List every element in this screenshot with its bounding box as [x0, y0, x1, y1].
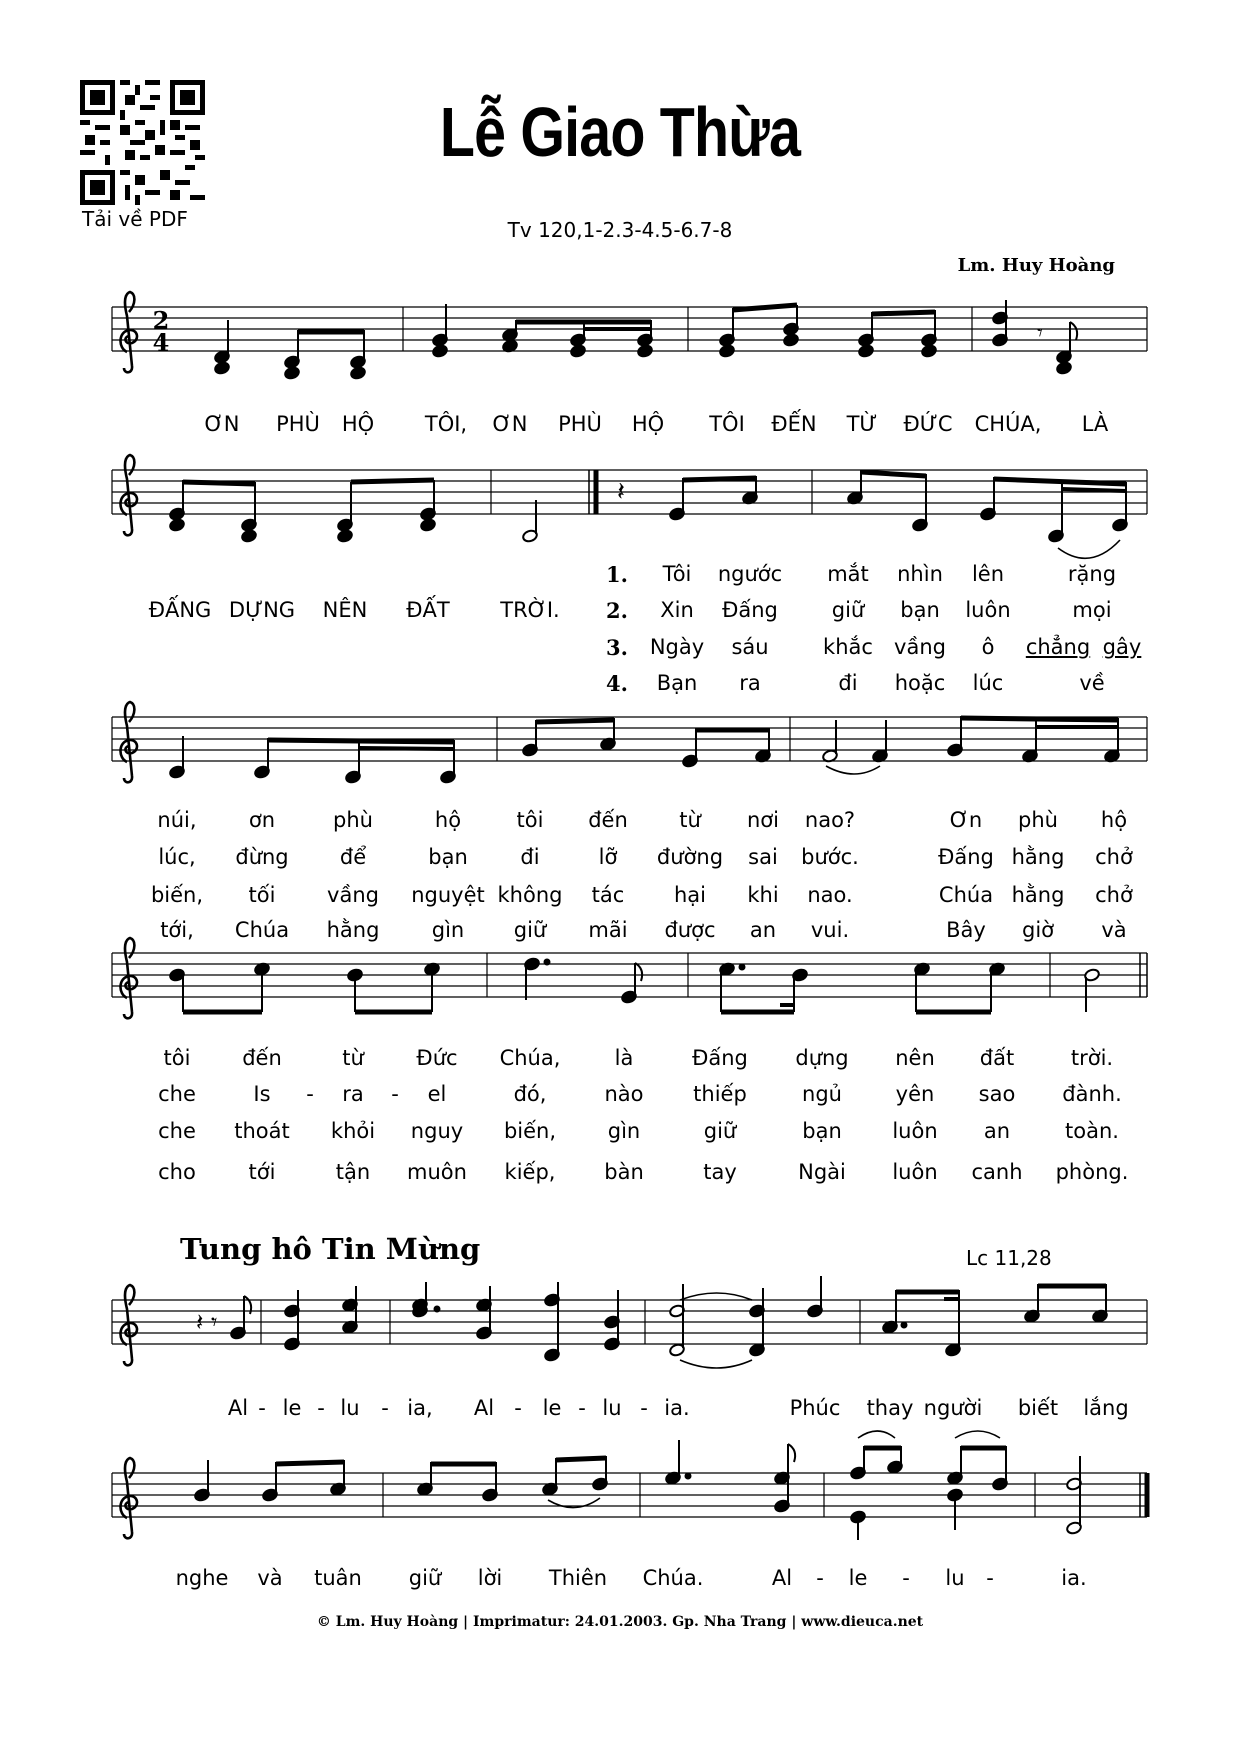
lyric-syllable: le — [282, 1396, 302, 1420]
lyric-syllable: phù — [333, 808, 373, 832]
lyric-syllable: - — [306, 1082, 314, 1106]
lyric-syllable: thay — [866, 1396, 914, 1420]
staff-3 — [112, 702, 1147, 784]
lyric-syllable: lúc, — [158, 845, 196, 869]
lyric-syllable: nào — [604, 1082, 644, 1106]
lyric-syllable: rặng — [1067, 562, 1117, 586]
lyric-syllable: khắc — [823, 635, 873, 659]
psalm-reference: Tv 120,1-2.3-4.5-6.7-8 — [507, 218, 733, 242]
lyric-syllable: che — [158, 1119, 196, 1143]
lyric-syllable: - — [258, 1396, 266, 1420]
lyric-syllable: ra — [739, 671, 761, 695]
lyric-syllable: - — [578, 1396, 586, 1420]
lyric-syllable: luôn — [892, 1160, 938, 1184]
lyric-syllable: lắng — [1083, 1396, 1129, 1420]
svg-text:𝄾: 𝄾 — [1037, 321, 1043, 346]
lyric-syllable: Đức — [416, 1046, 458, 1070]
lyric-syllable: đành. — [1062, 1082, 1122, 1106]
lyric-syllable: giữ — [408, 1566, 442, 1590]
lyric-syllable: bước. — [801, 845, 859, 869]
lyric-syllable: biến, — [503, 1119, 557, 1143]
lyric-syllable: sáu — [731, 635, 769, 659]
lyric-syllable: bạn — [428, 845, 468, 869]
lyric-syllable: từ — [342, 1046, 364, 1070]
lyric-syllable: tuân — [314, 1566, 362, 1590]
svg-text:2: 2 — [152, 306, 170, 335]
lyric-syllable: nao. — [807, 883, 853, 907]
gospel-reference: Lc 11,28 — [966, 1246, 1052, 1270]
lyric-syllable: Đấng — [692, 1046, 748, 1070]
lyric-syllable: đường — [656, 845, 724, 869]
lyric-syllable: Đấng — [938, 845, 994, 869]
lyric-syllable: thoát — [234, 1119, 290, 1143]
lyric-syllable: biến, — [150, 883, 204, 907]
lyric-syllable: ia, — [407, 1396, 433, 1420]
lyric-syllable: ia. — [1061, 1566, 1087, 1590]
lyric-syllable: luôn — [892, 1119, 938, 1143]
lyric-syllable: hộ — [1100, 808, 1128, 832]
lyric-syllable: Bây — [946, 918, 986, 942]
lyric-syllable: giờ — [1021, 918, 1055, 942]
lyric-syllable: nên — [895, 1046, 935, 1070]
lyric-syllable: Bạn — [656, 671, 698, 695]
lyric-syllable: nguyệt — [411, 883, 485, 907]
lyric-syllable: gìn — [431, 918, 465, 942]
lyric-syllable: ƠN — [492, 412, 528, 436]
lyric-syllable: CHÚA, — [974, 412, 1042, 436]
lyric-syllable: le — [848, 1566, 868, 1590]
lyric-syllable: phù — [1018, 808, 1058, 832]
lyric-syllable: chở — [1095, 883, 1133, 907]
lyric-syllable: LÀ — [1081, 412, 1109, 436]
lyric-syllable: TÔI — [709, 412, 745, 436]
lyric-syllable: Chúa — [234, 918, 290, 942]
lyric-syllable: - — [902, 1566, 910, 1590]
lyric-syllable: là — [614, 1046, 634, 1070]
lyric-syllable: - — [986, 1566, 994, 1590]
lyric-syllable: ơn — [248, 808, 276, 832]
copyright-footer: © Lm. Huy Hoàng | Imprimatur: 24.01.2003. Gp. Nha Trang | www.dieuca.net — [316, 1614, 924, 1630]
song-title: Lễ Giao Thừa — [439, 93, 801, 171]
lyric-syllable: tác — [591, 883, 625, 907]
lyric-syllable: nguy — [410, 1119, 464, 1143]
lyric-syllable: ĐỨC — [903, 412, 953, 436]
lyric-syllable: hằng — [1011, 845, 1065, 869]
lyric-syllable: Ơn — [949, 808, 983, 832]
lyric-syllable: nghe — [175, 1566, 229, 1590]
lyric-syllable: đến — [242, 1046, 282, 1070]
lyric-syllable: - — [514, 1396, 522, 1420]
lyric-syllable: tôi — [163, 1046, 191, 1070]
lyric-syllable: lời — [477, 1566, 503, 1590]
lyric-syllable: muôn — [407, 1160, 467, 1184]
lyric-syllable: hằng — [326, 918, 380, 942]
lyric-syllable: lu — [602, 1396, 622, 1420]
lyric-syllable: el — [427, 1082, 447, 1106]
lyric-syllable: nơi — [747, 808, 779, 832]
staff-6 — [112, 1431, 1147, 1540]
lyric-syllable: sai — [748, 845, 778, 869]
lyric-syllable: lu — [945, 1566, 965, 1590]
lyric-syllable: ngủ — [802, 1082, 842, 1106]
lyric-syllable: luôn — [965, 598, 1011, 622]
lyric-syllable: từ — [679, 808, 701, 832]
lyric-syllable: hằng — [1011, 883, 1065, 907]
lyric-syllable: khi — [747, 883, 779, 907]
lyric-syllable: lên — [971, 562, 1005, 586]
lyric-syllable: le — [542, 1396, 562, 1420]
lyric-syllable: nhìn — [897, 562, 943, 586]
lyric-syllable: lu — [340, 1396, 360, 1420]
lyric-syllable: Chúa — [938, 883, 994, 907]
lyric-syllable: chẳng — [1025, 635, 1091, 659]
lyric-syllable: ĐẾN — [771, 412, 817, 436]
lyric-syllable: ô — [981, 635, 995, 659]
lyric-syllable: và — [257, 1566, 283, 1590]
verse-number: 4. — [606, 671, 628, 696]
lyric-syllable: về — [1079, 671, 1105, 695]
lyric-syllable: - — [640, 1396, 648, 1420]
lyric-syllable: hoặc — [894, 671, 946, 695]
lyric-syllable: toàn. — [1065, 1119, 1119, 1143]
lyric-syllable: đến — [588, 808, 628, 832]
lyric-syllable: tận — [335, 1160, 371, 1184]
lyric-syllable: lỡ — [598, 845, 618, 869]
lyric-syllable: đi — [838, 671, 858, 695]
lyric-syllable: kiếp, — [504, 1160, 556, 1184]
lyric-syllable: núi, — [157, 808, 197, 832]
staff-5 — [112, 1276, 1147, 1368]
lyric-syllable: bạn — [900, 598, 940, 622]
lyric-syllable: Al — [473, 1396, 495, 1420]
lyric-syllable: Is — [253, 1082, 271, 1106]
lyric-syllable: đó, — [513, 1082, 547, 1106]
lyric-syllable: giữ — [513, 918, 547, 942]
lyric-syllable: PHÙ — [276, 412, 320, 436]
lyric-syllable: Chúa, — [499, 1046, 561, 1070]
lyric-syllable: trời. — [1070, 1046, 1114, 1070]
lyric-syllable: tới — [248, 1160, 276, 1184]
download-pdf-label[interactable]: Tải về PDF — [82, 207, 188, 231]
lyric-syllable: Thiên — [548, 1566, 608, 1590]
lyric-syllable: sao — [978, 1082, 1016, 1106]
lyric-syllable: hại — [673, 883, 707, 907]
lyric-syllable: canh — [971, 1160, 1023, 1184]
lyric-syllable: PHÙ — [558, 412, 602, 436]
lyric-syllable: DỰNG — [228, 598, 296, 622]
lyric-syllable: mãi — [588, 918, 628, 942]
lyric-syllable: Đấng — [722, 598, 778, 622]
lyric-syllable: an — [983, 1119, 1011, 1143]
lyric-syllable: ia. — [664, 1396, 690, 1420]
lyric-syllable: đi — [520, 845, 540, 869]
lyric-syllable: ĐẤNG — [148, 598, 212, 622]
staff-4 — [112, 938, 1147, 1018]
verse-number: 3. — [606, 635, 628, 660]
lyric-syllable: gây — [1102, 635, 1142, 659]
lyric-syllable: được — [664, 918, 716, 942]
gospel-acclamation-title: Tung hô Tin Mừng — [180, 1232, 481, 1266]
svg-text:𝄽 𝄾: 𝄽 𝄾 — [196, 1308, 218, 1336]
lyric-syllable: - — [381, 1396, 389, 1420]
staff-2 — [112, 455, 1147, 558]
lyric-syllable: ra — [342, 1082, 364, 1106]
verse-number: 2. — [606, 598, 628, 623]
lyric-syllable: Tôi — [662, 562, 692, 586]
lyric-syllable: giữ — [703, 1119, 737, 1143]
lyric-syllable: biết — [1017, 1396, 1059, 1420]
lyric-syllable: Al — [227, 1396, 249, 1420]
lyric-syllable: tay — [703, 1160, 737, 1184]
lyric-syllable: Phúc — [789, 1396, 841, 1420]
lyric-syllable: - — [391, 1082, 399, 1106]
lyric-syllable: thiếp — [693, 1082, 747, 1106]
lyric-syllable: TỪ — [846, 412, 878, 436]
lyric-syllable: bàn — [604, 1160, 644, 1184]
lyric-syllable: HỘ — [631, 412, 665, 436]
staff-1 — [112, 292, 1147, 380]
lyric-syllable: vầng — [327, 883, 379, 907]
lyric-syllable: - — [816, 1566, 824, 1590]
lyric-syllable: che — [158, 1082, 196, 1106]
lyric-syllable: nao? — [804, 808, 856, 832]
svg-text:4: 4 — [152, 328, 170, 357]
lyric-syllable: khỏi — [330, 1119, 376, 1143]
lyric-syllable: vầng — [894, 635, 946, 659]
lyric-syllable: dựng — [795, 1046, 849, 1070]
lyric-syllable: không — [497, 883, 563, 907]
lyric-syllable: chở — [1095, 845, 1133, 869]
lyric-syllable: hộ — [434, 808, 462, 832]
lyric-syllable: an — [749, 918, 777, 942]
lyric-syllable: bạn — [802, 1119, 842, 1143]
lyric-syllable: yên — [895, 1082, 935, 1106]
lyric-syllable: người — [923, 1396, 983, 1420]
lyric-syllable: ƠN — [204, 412, 240, 436]
lyric-syllable: gìn — [607, 1119, 641, 1143]
lyric-syllable: vui. — [810, 918, 850, 942]
lyric-syllable: HỘ — [341, 412, 375, 436]
lyric-syllable: và — [1101, 918, 1127, 942]
lyric-syllable: Al — [771, 1566, 793, 1590]
lyric-syllable: tối — [248, 883, 276, 907]
lyric-syllable: cho — [158, 1160, 196, 1184]
svg-text:𝄽: 𝄽 — [617, 477, 625, 507]
lyric-syllable: Xin — [660, 598, 694, 622]
lyric-syllable: lúc — [972, 671, 1004, 695]
lyric-syllable: tới, — [160, 918, 194, 942]
lyric-syllable: - — [317, 1396, 325, 1420]
lyric-syllable: Ngày — [649, 635, 705, 659]
lyric-syllable: Chúa. — [642, 1566, 704, 1590]
verse-number: 1. — [606, 562, 628, 587]
lyric-syllable: phòng. — [1055, 1160, 1129, 1184]
lyric-syllable: ĐẤT — [406, 598, 450, 622]
lyric-syllable: mắt — [827, 562, 869, 586]
lyric-syllable: tôi — [516, 808, 544, 832]
lyric-syllable: ngước — [717, 562, 783, 586]
composer-name: Lm. Huy Hoàng — [957, 255, 1115, 276]
lyric-syllable: mọi — [1072, 598, 1112, 622]
lyric-syllable: Ngài — [798, 1160, 846, 1184]
lyric-syllable: để — [339, 845, 367, 869]
lyric-syllable: đừng — [235, 845, 289, 869]
lyric-syllable: giữ — [831, 598, 865, 622]
lyric-syllable: NÊN — [322, 598, 368, 622]
lyric-syllable: TÔI, — [424, 412, 468, 436]
lyric-syllable: TRỜI. — [500, 598, 560, 622]
lyric-syllable: đất — [979, 1046, 1015, 1070]
